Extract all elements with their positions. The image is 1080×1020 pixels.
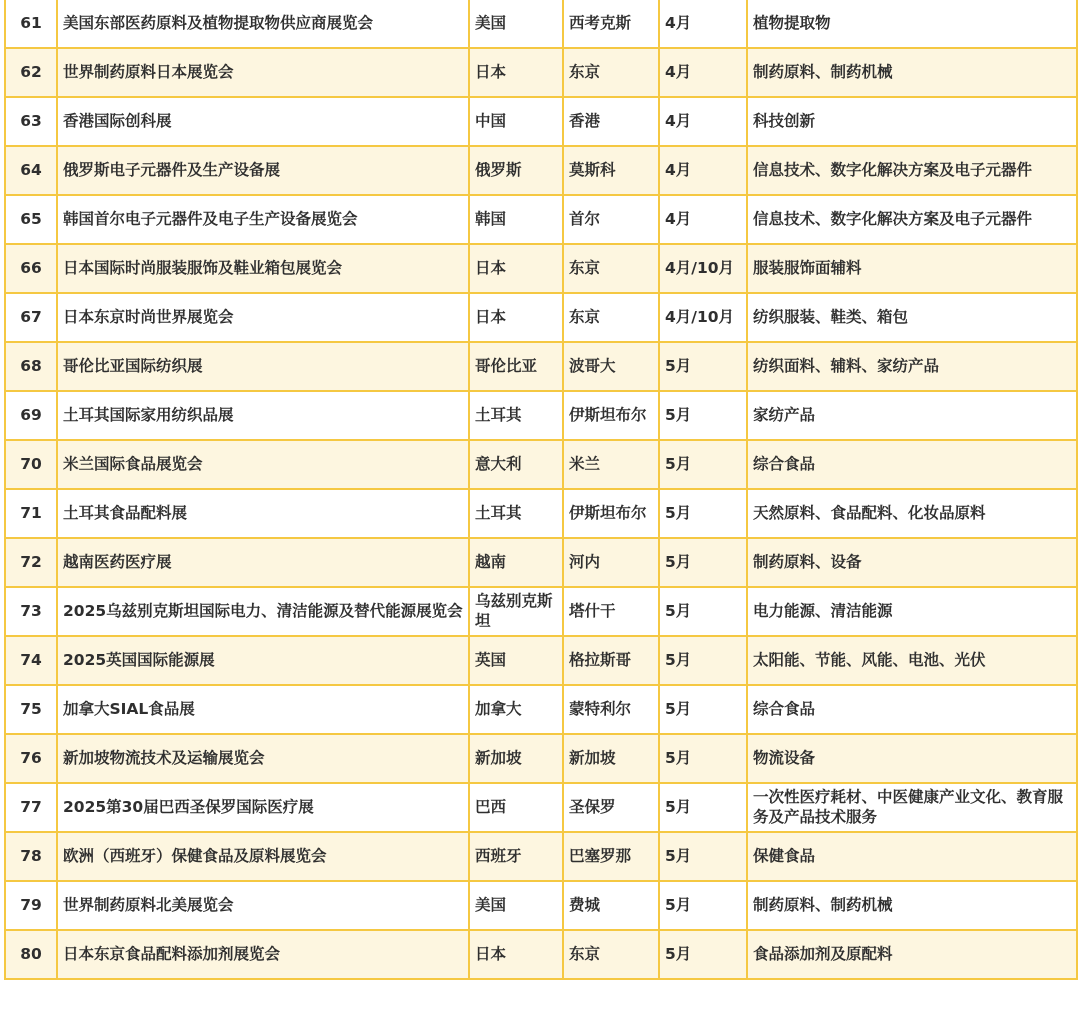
- table-row: [5, 881, 1077, 930]
- category: 食品添加剂及原配料: [747, 930, 1077, 979]
- table-row: [5, 636, 1077, 685]
- row-number: 80: [5, 930, 57, 979]
- row-number: 73: [5, 587, 57, 636]
- country: 西班牙: [469, 832, 563, 881]
- country: 中国: [469, 97, 563, 146]
- exhibition-name: 土耳其国际家用纺织品展: [57, 391, 469, 440]
- country: 土耳其: [469, 489, 563, 538]
- exhibition-name: 世界制药原料北美展览会: [57, 881, 469, 930]
- category: 纺织面料、辅料、家纺产品: [747, 342, 1077, 391]
- exhibition-name: 新加坡物流技术及运输展览会: [57, 734, 469, 783]
- table-row: [5, 832, 1077, 881]
- city: 伊斯坦布尔: [563, 391, 659, 440]
- city: 伊斯坦布尔: [563, 489, 659, 538]
- month: 5月: [659, 489, 747, 538]
- city: 东京: [563, 293, 659, 342]
- city: 圣保罗: [563, 783, 659, 832]
- table-row: [5, 391, 1077, 440]
- category: 电力能源、清洁能源: [747, 587, 1077, 636]
- city: 香港: [563, 97, 659, 146]
- row-number: 77: [5, 783, 57, 832]
- exhibition-name: 韩国首尔电子元器件及电子生产设备展览会: [57, 195, 469, 244]
- table-row: [5, 538, 1077, 587]
- table-row: [5, 146, 1077, 195]
- category: 家纺产品: [747, 391, 1077, 440]
- category: 制药原料、制药机械: [747, 881, 1077, 930]
- category: 制药原料、设备: [747, 538, 1077, 587]
- exhibition-name: 日本东京食品配料添加剂展览会: [57, 930, 469, 979]
- city: 莫斯科: [563, 146, 659, 195]
- table-row: [5, 342, 1077, 391]
- row-number: 65: [5, 195, 57, 244]
- month: 5月: [659, 538, 747, 587]
- country: 加拿大: [469, 685, 563, 734]
- category: 物流设备: [747, 734, 1077, 783]
- exhibition-name: 土耳其食品配料展: [57, 489, 469, 538]
- month: 5月: [659, 440, 747, 489]
- exhibition-name: 2025英国国际能源展: [57, 636, 469, 685]
- exhibition-name: 日本东京时尚世界展览会: [57, 293, 469, 342]
- month: 5月: [659, 342, 747, 391]
- city: 东京: [563, 244, 659, 293]
- city: 东京: [563, 930, 659, 979]
- month: 4月/10月: [659, 244, 747, 293]
- row-number: 75: [5, 685, 57, 734]
- city: 格拉斯哥: [563, 636, 659, 685]
- row-number: 69: [5, 391, 57, 440]
- country: 意大利: [469, 440, 563, 489]
- table-row: [5, 734, 1077, 783]
- country: 俄罗斯: [469, 146, 563, 195]
- country: 美国: [469, 0, 563, 48]
- month: 4月: [659, 195, 747, 244]
- exhibition-name: 世界制药原料日本展览会: [57, 48, 469, 97]
- category: 太阳能、节能、风能、电池、光伏: [747, 636, 1077, 685]
- city: 新加坡: [563, 734, 659, 783]
- month: 5月: [659, 930, 747, 979]
- country: 日本: [469, 48, 563, 97]
- category: 信息技术、数字化解决方案及电子元器件: [747, 195, 1077, 244]
- country: 越南: [469, 538, 563, 587]
- country: 土耳其: [469, 391, 563, 440]
- exhibition-name: 加拿大SIAL食品展: [57, 685, 469, 734]
- table-row: [5, 48, 1077, 97]
- table-row: [5, 293, 1077, 342]
- category: 制药原料、制药机械: [747, 48, 1077, 97]
- category: 服装服饰面辅料: [747, 244, 1077, 293]
- table-row: [5, 685, 1077, 734]
- country: 乌兹别克斯坦: [469, 587, 563, 636]
- country: 日本: [469, 244, 563, 293]
- row-number: 64: [5, 146, 57, 195]
- table-row: [5, 97, 1077, 146]
- exhibition-name: 2025乌兹别克斯坦国际电力、清洁能源及替代能源展览会: [57, 587, 469, 636]
- row-number: 70: [5, 440, 57, 489]
- city: 西考克斯: [563, 0, 659, 48]
- category: 保健食品: [747, 832, 1077, 881]
- row-number: 71: [5, 489, 57, 538]
- exhibition-table: [4, 0, 1078, 980]
- table-row: [5, 440, 1077, 489]
- row-number: 79: [5, 881, 57, 930]
- city: 费城: [563, 881, 659, 930]
- row-number: 61: [5, 0, 57, 48]
- month: 5月: [659, 832, 747, 881]
- category: 纺织服装、鞋类、箱包: [747, 293, 1077, 342]
- month: 5月: [659, 685, 747, 734]
- city: 米兰: [563, 440, 659, 489]
- city: 河内: [563, 538, 659, 587]
- city: 东京: [563, 48, 659, 97]
- country: 新加坡: [469, 734, 563, 783]
- row-number: 72: [5, 538, 57, 587]
- row-number: 63: [5, 97, 57, 146]
- country: 美国: [469, 881, 563, 930]
- category: 天然原料、食品配料、化妆品原料: [747, 489, 1077, 538]
- row-number: 67: [5, 293, 57, 342]
- exhibition-name: 美国东部医药原料及植物提取物供应商展览会: [57, 0, 469, 48]
- month: 4月: [659, 146, 747, 195]
- city: 塔什干: [563, 587, 659, 636]
- table-row: [5, 783, 1077, 832]
- category: 科技创新: [747, 97, 1077, 146]
- city: 蒙特利尔: [563, 685, 659, 734]
- category: 综合食品: [747, 685, 1077, 734]
- category: 信息技术、数字化解决方案及电子元器件: [747, 146, 1077, 195]
- table-row: [5, 195, 1077, 244]
- month: 5月: [659, 636, 747, 685]
- month: 4月: [659, 97, 747, 146]
- table-row: [5, 0, 1077, 48]
- table-row: [5, 244, 1077, 293]
- country: 巴西: [469, 783, 563, 832]
- country: 哥伦比亚: [469, 342, 563, 391]
- country: 韩国: [469, 195, 563, 244]
- city: 波哥大: [563, 342, 659, 391]
- country: 英国: [469, 636, 563, 685]
- month: 5月: [659, 881, 747, 930]
- month: 5月: [659, 587, 747, 636]
- exhibition-name: 米兰国际食品展览会: [57, 440, 469, 489]
- category: 一次性医疗耗材、中医健康产业文化、教育服务及产品技术服务: [747, 783, 1077, 832]
- month: 4月: [659, 0, 747, 48]
- table-row: [5, 930, 1077, 979]
- table-row: [5, 587, 1077, 636]
- exhibition-name: 越南医药医疗展: [57, 538, 469, 587]
- city: 巴塞罗那: [563, 832, 659, 881]
- exhibition-name: 香港国际创科展: [57, 97, 469, 146]
- exhibition-name: 俄罗斯电子元器件及生产设备展: [57, 146, 469, 195]
- exhibition-name: 哥伦比亚国际纺织展: [57, 342, 469, 391]
- row-number: 62: [5, 48, 57, 97]
- row-number: 74: [5, 636, 57, 685]
- country: 日本: [469, 293, 563, 342]
- month: 4月/10月: [659, 293, 747, 342]
- category: 综合食品: [747, 440, 1077, 489]
- month: 5月: [659, 734, 747, 783]
- country: 日本: [469, 930, 563, 979]
- row-number: 66: [5, 244, 57, 293]
- city: 首尔: [563, 195, 659, 244]
- exhibition-name: 欧洲（西班牙）保健食品及原料展览会: [57, 832, 469, 881]
- table-row: [5, 489, 1077, 538]
- month: 5月: [659, 783, 747, 832]
- row-number: 78: [5, 832, 57, 881]
- month: 4月: [659, 48, 747, 97]
- exhibition-name: 日本国际时尚服装服饰及鞋业箱包展览会: [57, 244, 469, 293]
- month: 5月: [659, 391, 747, 440]
- row-number: 68: [5, 342, 57, 391]
- category: 植物提取物: [747, 0, 1077, 48]
- exhibition-name: 2025第30届巴西圣保罗国际医疗展: [57, 783, 469, 832]
- row-number: 76: [5, 734, 57, 783]
